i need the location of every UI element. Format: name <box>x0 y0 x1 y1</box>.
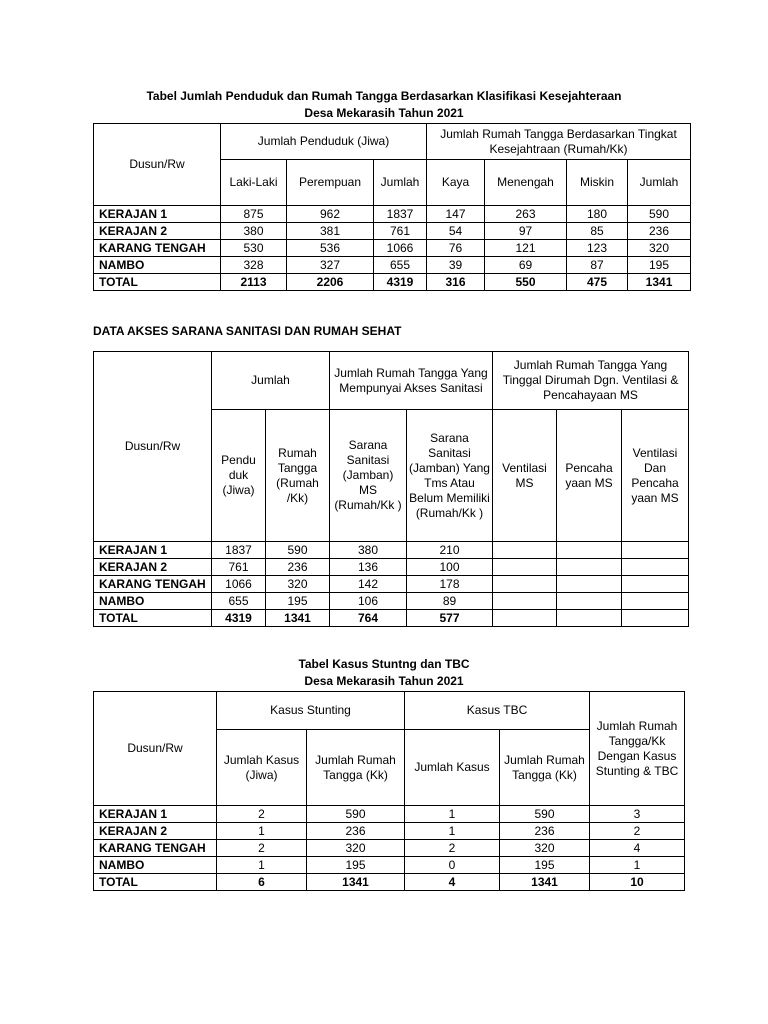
column-header: Laki-Laki <box>221 160 287 206</box>
table-cell <box>493 576 557 593</box>
table-cell: 381 <box>287 223 374 240</box>
table-cell: 106 <box>330 593 407 610</box>
table-cell: 10 <box>590 874 685 891</box>
row-label: KERAJAN 1 <box>94 806 217 823</box>
column-header: Jumlah Rumah Tangga (Kk) <box>307 730 405 806</box>
table-cell: 142 <box>330 576 407 593</box>
table3-title: Tabel Kasus Stuntng dan TBC <box>298 657 470 671</box>
table-cell <box>493 542 557 559</box>
column-header: Menengah <box>485 160 567 206</box>
header-kasus-stunting: Kasus Stunting <box>217 692 405 730</box>
table-cell: 1341 <box>266 610 330 627</box>
column-header: Jumlah <box>374 160 427 206</box>
table-cell: 54 <box>427 223 485 240</box>
table-cell: 1837 <box>212 542 266 559</box>
column-header: Kaya <box>427 160 485 206</box>
table-cell: 2206 <box>287 274 374 291</box>
table-cell: 2 <box>590 823 685 840</box>
row-label: KERAJAN 2 <box>94 223 221 240</box>
table-cell: 136 <box>330 559 407 576</box>
table-row <box>94 576 689 593</box>
column-header: Pencaha yaan MS <box>557 410 622 542</box>
table-cell: 236 <box>500 823 590 840</box>
table-row <box>94 857 685 874</box>
table-cell: 121 <box>485 240 567 257</box>
table-cell: 195 <box>628 257 691 274</box>
row-label: KERAJAN 1 <box>94 542 212 559</box>
table-cell: 536 <box>287 240 374 257</box>
table-cell: 590 <box>266 542 330 559</box>
column-header: Rumah Tangga (Rumah /Kk) <box>266 410 330 542</box>
table-cell: 123 <box>567 240 628 257</box>
table-cell: 764 <box>330 610 407 627</box>
header-dusun: Dusun/Rw <box>94 692 217 806</box>
table-cell <box>557 576 622 593</box>
table-cell: 962 <box>287 206 374 223</box>
sanitation-table <box>93 351 689 627</box>
table-cell: 577 <box>407 610 493 627</box>
table-cell: 761 <box>374 223 427 240</box>
table-row <box>94 806 685 823</box>
header-stunting-and-tbc: Jumlah Rumah Tangga/Kk Dengan Kasus Stunting & TBC <box>590 692 685 806</box>
table-cell: 195 <box>500 857 590 874</box>
row-label: KERAJAN 2 <box>94 823 217 840</box>
table-cell <box>557 610 622 627</box>
table-cell: 69 <box>485 257 567 274</box>
header-jumlah-rumah-tangga: Jumlah Rumah Tangga Berdasarkan Tingkat Kesejahtraan (Rumah/Kk) <box>427 124 691 160</box>
table-cell: 320 <box>628 240 691 257</box>
table-cell: 1341 <box>307 874 405 891</box>
table-cell <box>493 593 557 610</box>
table-row <box>94 840 685 857</box>
table-cell: 1341 <box>628 274 691 291</box>
column-header: Ventilasi Dan Pencaha yaan MS <box>622 410 689 542</box>
table-cell: 320 <box>266 576 330 593</box>
table-cell: 4319 <box>212 610 266 627</box>
table-cell <box>557 593 622 610</box>
table1-title: Tabel Jumlah Penduduk dan Rumah Tangga Berdasarkan Klasifikasi Kesejahteraan <box>146 89 622 103</box>
column-header: Jumlah Rumah Tangga (Kk) <box>500 730 590 806</box>
column-header: Jumlah Kasus <box>405 730 500 806</box>
table-cell: 97 <box>485 223 567 240</box>
table-cell: 875 <box>221 206 287 223</box>
table-cell: 4 <box>590 840 685 857</box>
table-cell: 3 <box>590 806 685 823</box>
table-cell: 2 <box>217 806 307 823</box>
header-dusun: Dusun/Rw <box>94 124 221 206</box>
column-header: Sarana Sanitasi (Jamban) Yang Tms Atau Belum Memiliki (Rumah/Kk ) <box>407 410 493 542</box>
table-cell: 550 <box>485 274 567 291</box>
table-cell: 380 <box>221 223 287 240</box>
row-label: KARANG TENGAH <box>94 240 221 257</box>
table1-subtitle: Desa Mekarasih Tahun 2021 <box>304 106 464 120</box>
table-cell: 85 <box>567 223 628 240</box>
table-cell <box>493 610 557 627</box>
table-cell <box>622 576 689 593</box>
table-cell: 6 <box>217 874 307 891</box>
table-cell: 1 <box>217 857 307 874</box>
table-cell: 147 <box>427 206 485 223</box>
table-cell: 1066 <box>374 240 427 257</box>
table-cell: 1066 <box>212 576 266 593</box>
table-cell: 180 <box>567 206 628 223</box>
column-header: Ventilasi MS <box>493 410 557 542</box>
column-header: Perempuan <box>287 160 374 206</box>
row-label: KARANG TENGAH <box>94 840 217 857</box>
table-cell: 210 <box>407 542 493 559</box>
table-cell <box>622 593 689 610</box>
table-cell: 4 <box>405 874 500 891</box>
row-label: NAMBO <box>94 593 212 610</box>
table-cell <box>493 559 557 576</box>
table-cell: 236 <box>266 559 330 576</box>
table-row <box>94 874 685 891</box>
table-cell: 1341 <box>500 874 590 891</box>
column-header: Miskin <box>567 160 628 206</box>
row-label: KERAJAN 2 <box>94 559 212 576</box>
table-cell: 320 <box>500 840 590 857</box>
table-cell: 1 <box>217 823 307 840</box>
table-cell: 316 <box>427 274 485 291</box>
table-cell: 89 <box>407 593 493 610</box>
table-cell: 236 <box>307 823 405 840</box>
table-cell: 655 <box>374 257 427 274</box>
header-akses-sanitasi: Jumlah Rumah Tangga Yang Mempunyai Akses Sanitasi <box>330 352 493 410</box>
table-cell: 2 <box>405 840 500 857</box>
table-cell: 1 <box>590 857 685 874</box>
table-cell: 100 <box>407 559 493 576</box>
header-ventilasi-pencahayaan: Jumlah Rumah Tangga Yang Tinggal Dirumah Dgn. Ventilasi & Pencahayaan MS <box>493 352 689 410</box>
population-table <box>93 123 691 291</box>
column-header: Jumlah Kasus (Jiwa) <box>217 730 307 806</box>
table-cell: 590 <box>307 806 405 823</box>
table-row <box>94 223 691 240</box>
row-label: KARANG TENGAH <box>94 576 212 593</box>
table-cell: 590 <box>500 806 590 823</box>
table-row <box>94 206 691 223</box>
table-row <box>94 240 691 257</box>
table-cell: 0 <box>405 857 500 874</box>
table-cell: 320 <box>307 840 405 857</box>
column-header: Sarana Sanitasi (Jamban) MS (Rumah/Kk ) <box>330 410 407 542</box>
column-header: Pendu duk (Jiwa) <box>212 410 266 542</box>
row-label: TOTAL <box>94 274 221 291</box>
table-cell: 590 <box>628 206 691 223</box>
table-cell: 76 <box>427 240 485 257</box>
row-label: NAMBO <box>94 257 221 274</box>
table-cell: 2 <box>217 840 307 857</box>
table-row <box>94 257 691 274</box>
table-cell <box>622 610 689 627</box>
row-label: TOTAL <box>94 610 212 627</box>
table-cell: 1837 <box>374 206 427 223</box>
row-label: NAMBO <box>94 857 217 874</box>
table-row <box>94 559 689 576</box>
table-cell: 263 <box>485 206 567 223</box>
table-cell: 195 <box>266 593 330 610</box>
table-row <box>94 274 691 291</box>
table-cell: 195 <box>307 857 405 874</box>
table-cell <box>622 559 689 576</box>
header-jumlah: Jumlah <box>212 352 330 410</box>
table-row <box>94 593 689 610</box>
table-row <box>94 542 689 559</box>
table-cell: 39 <box>427 257 485 274</box>
table-cell: 2113 <box>221 274 287 291</box>
column-header: Jumlah <box>628 160 691 206</box>
table-cell: 1 <box>405 806 500 823</box>
table-cell: 178 <box>407 576 493 593</box>
table-row <box>94 823 685 840</box>
header-kasus-tbc: Kasus TBC <box>405 692 590 730</box>
table-cell: 4319 <box>374 274 427 291</box>
table-cell <box>557 542 622 559</box>
table-cell <box>557 559 622 576</box>
stunting-tbc-table <box>93 691 685 891</box>
table-cell: 327 <box>287 257 374 274</box>
row-label: TOTAL <box>94 874 217 891</box>
table-cell: 655 <box>212 593 266 610</box>
header-jumlah-penduduk: Jumlah Penduduk (Jiwa) <box>221 124 427 160</box>
table-cell: 236 <box>628 223 691 240</box>
table-cell: 761 <box>212 559 266 576</box>
row-label: KERAJAN 1 <box>94 206 221 223</box>
table-cell <box>622 542 689 559</box>
table-cell: 380 <box>330 542 407 559</box>
table3-subtitle: Desa Mekarasih Tahun 2021 <box>304 674 464 688</box>
table2-heading: DATA AKSES SARANA SANITASI DAN RUMAH SEHAT <box>93 324 402 338</box>
table-cell: 87 <box>567 257 628 274</box>
header-dusun: Dusun/Rw <box>94 352 212 542</box>
table-cell: 530 <box>221 240 287 257</box>
table-cell: 328 <box>221 257 287 274</box>
table-row <box>94 610 689 627</box>
table-cell: 1 <box>405 823 500 840</box>
table-cell: 475 <box>567 274 628 291</box>
